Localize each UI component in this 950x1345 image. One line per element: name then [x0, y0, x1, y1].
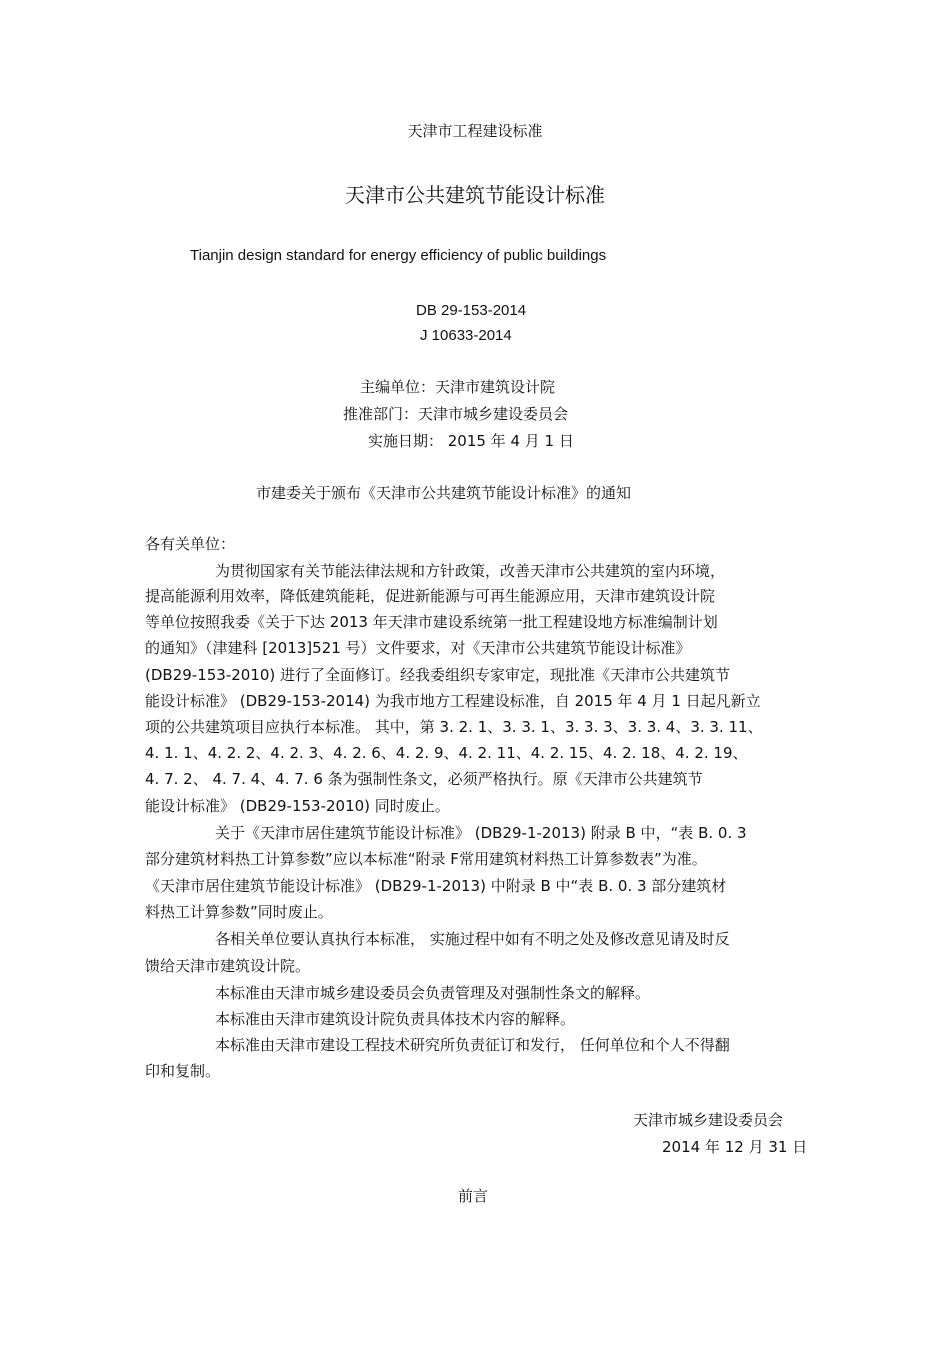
- body-line: 的通知》（津建科 [2013]521 号）文件要求，对《天津市公共建筑节能设计标准》: [145, 639, 691, 657]
- body-line: 本标准由天津市城乡建设委员会负责管理及对强制性条文的解释。: [215, 984, 651, 1002]
- body-line: 为贯彻国家有关节能法律法规和方针政策，改善天津市公共建筑的室内环境，: [215, 562, 726, 580]
- english-title: Tianjin design standard for energy efficiency of public buildings: [190, 247, 607, 264]
- preface-heading: 前言: [458, 1187, 489, 1205]
- signature: 天津市城乡建设委员会: [633, 1111, 784, 1129]
- body-line: 能设计标准》 (DB29-153-2014) 为我市地方工程建设标准，自 2015 年 4 月 1 日起凡新立: [145, 692, 761, 710]
- body-line: 部分建筑材料热工计算参数”应以本标准“附录 F常用建筑材料热工计算参数表”为准。: [145, 850, 707, 868]
- body-line: 各相关单位要认真执行本标准， 实施过程中如有不明之处及修改意见请及时反: [215, 930, 730, 948]
- j-code: J 10633-2014: [420, 327, 512, 344]
- body-line: 本标准由天津市建筑设计院负责具体技术内容的解释。: [215, 1010, 576, 1028]
- body-line: 等单位按照我委《关于下达 2013 年天津市建设系统第一批工程建设地方标准编制计划: [145, 613, 718, 631]
- effective-date: 实施日期： 2015 年 4 月 1 日: [368, 432, 574, 450]
- body-line: 《天津市居住建筑节能设计标准》 (DB29-1-2013) 中附录 B 中“表 B. 0. 3 部分建筑材: [145, 877, 727, 895]
- salutation: 各有关单位：: [145, 535, 236, 553]
- standard-series: 天津市工程建设标准: [407, 122, 543, 140]
- body-line: 本标准由天津市建设工程技术研究所负责征订和发行， 任何单位和个人不得翻: [215, 1036, 730, 1054]
- body-line: 关于《天津市居住建筑节能设计标准》 (DB29-1-2013) 附录 B 中，“表 B. 0. 3: [215, 824, 747, 842]
- notice-heading: 市建委关于颁布《天津市公共建筑节能设计标准》的通知: [256, 484, 632, 502]
- db-code: DB 29-153-2014: [416, 302, 527, 319]
- approval-dept: 推准部门：天津市城乡建设委员会: [343, 405, 569, 423]
- signature-date: 2014 年 12 月 31 日: [662, 1138, 808, 1156]
- body-line: (DB29-153-2010) 进行了全面修订。经我委组织专家审定，现批准《天津市公共建筑节: [145, 666, 731, 684]
- body-line: 馈给天津市建筑设计院。: [145, 957, 311, 975]
- editor-unit: 主编单位：天津市建筑设计院: [360, 378, 556, 396]
- body-line: 料热工计算参数”同时废止。: [145, 903, 333, 921]
- body-line: 提高能源利用效率，降低建筑能耗，促进新能源与可再生能源应用，天津市建筑设计院: [145, 587, 716, 605]
- body-line: 印和复制。: [145, 1062, 221, 1080]
- body-line: 4. 7. 2、 4. 7. 4、4. 7. 6 条为强制性条文，必须严格执行。原《天津市公共建筑节: [145, 770, 703, 788]
- body-line: 4. 1. 1、4. 2. 2、4. 2. 3、4. 2. 6、4. 2. 9、4. 2. 11、4. 2. 15、4. 2. 18、4. 2. 19、: [145, 744, 748, 762]
- body-line: 项的公共建筑项目应执行本标准。 其中，第 3. 2. 1、3. 3. 1、3. 3. 3、3. 3. 4、3. 3. 11、: [145, 718, 763, 736]
- page-title: 天津市公共建筑节能设计标准: [345, 183, 605, 207]
- body-line: 能设计标准》 (DB29-153-2010) 同时废止。: [145, 797, 450, 815]
